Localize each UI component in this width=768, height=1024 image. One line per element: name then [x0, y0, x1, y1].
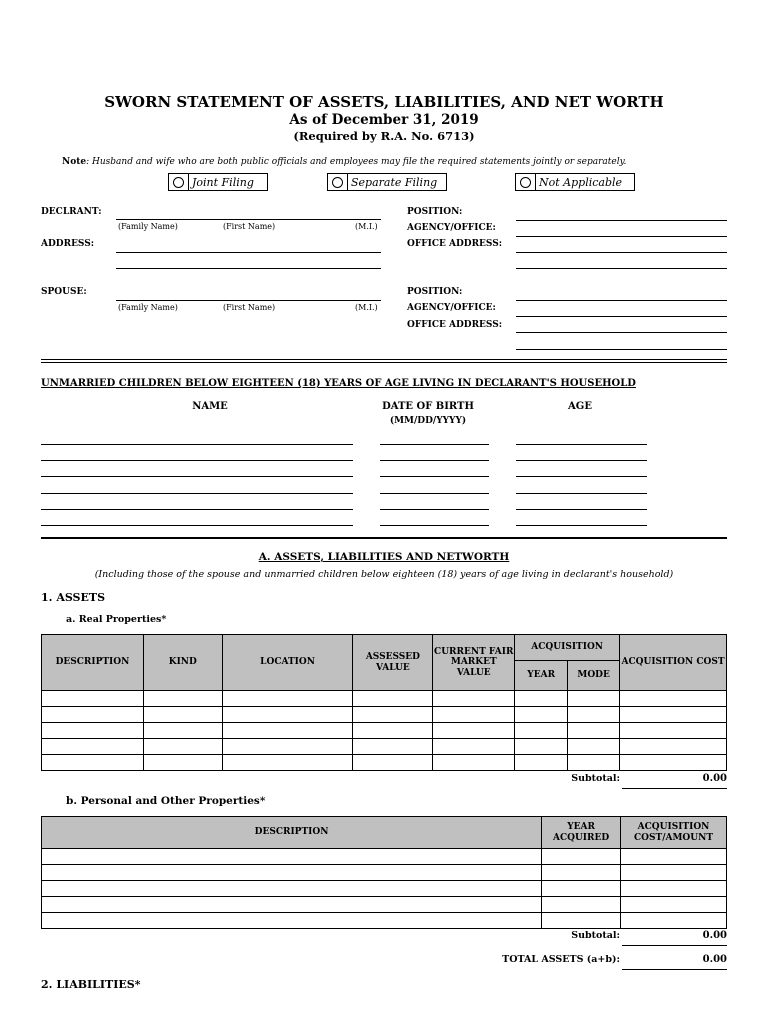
children-dob-header: DATE OF BIRTH	[382, 401, 474, 412]
real-subtotal-value: 0.00	[622, 773, 727, 789]
personal-properties-table	[41, 816, 727, 929]
child-name-field[interactable]	[41, 509, 353, 510]
section-a-subheading: (Including those of the spouse and unmarried children below eighteen (18) years of age living in declarant's household)	[94, 569, 674, 580]
child-dob-field[interactable]	[380, 460, 489, 461]
personal-properties-label: b. Personal and Other Properties*	[66, 795, 266, 807]
declarant-mi-caption: (M.I.)	[355, 222, 378, 231]
table-row	[42, 723, 727, 739]
col-year-acquired: YEAR ACQUIRED	[542, 817, 621, 849]
table-row	[42, 739, 727, 755]
child-age-field[interactable]	[516, 509, 647, 510]
child-age-field[interactable]	[516, 493, 647, 494]
spouse-office-address-field-line-1[interactable]	[516, 332, 727, 333]
spouse-name-field[interactable]	[116, 300, 381, 301]
table-row	[42, 913, 727, 929]
spouse-label: SPOUSE:	[41, 287, 87, 297]
agency-field[interactable]	[516, 236, 727, 237]
not-applicable-label: Not Applicable	[539, 175, 623, 189]
declarant-label: DECLRANT:	[41, 207, 102, 217]
radio-circle-icon	[173, 177, 184, 188]
table-row	[42, 897, 727, 913]
child-dob-field[interactable]	[380, 493, 489, 494]
office-address-field-line-2[interactable]	[516, 268, 727, 269]
section-a-heading: A. ASSETS, LIABILITIES AND NETWORTH	[258, 551, 510, 563]
spouse-position-field[interactable]	[516, 300, 727, 301]
spouse-agency-field[interactable]	[516, 316, 727, 317]
col-description: DESCRIPTION	[42, 817, 542, 849]
children-dob-format: (MM/DD/YYYY)	[389, 416, 467, 426]
child-dob-field[interactable]	[380, 509, 489, 510]
spouse-mi-caption: (M.I.)	[355, 303, 378, 312]
spouse-family-name-caption: (Family Name)	[118, 303, 178, 312]
agency-label: AGENCY/OFFICE:	[407, 223, 496, 233]
radio-circle-icon	[332, 177, 343, 188]
col-acquisition: ACQUISITION	[515, 635, 620, 661]
child-age-field[interactable]	[516, 525, 647, 526]
personal-subtotal-label: Subtotal:	[571, 930, 620, 941]
radio-circle-icon	[520, 177, 531, 188]
spouse-office-address-label: OFFICE ADDRESS:	[407, 320, 503, 330]
spouse-agency-label: AGENCY/OFFICE:	[407, 303, 496, 313]
child-age-field[interactable]	[516, 476, 647, 477]
liabilities-label: 2. LIABILITIES*	[41, 978, 141, 991]
child-dob-field[interactable]	[380, 444, 489, 445]
joint-filing-label: Joint Filing	[192, 175, 254, 189]
total-assets-value: 0.00	[622, 954, 727, 970]
address-label: ADDRESS:	[41, 239, 95, 249]
page-title: SWORN STATEMENT OF ASSETS, LIABILITIES, AND NET WORTH	[104, 93, 664, 111]
child-age-field[interactable]	[516, 460, 647, 461]
spouse-office-address-field-line-2[interactable]	[516, 349, 727, 350]
col-mode: MODE	[568, 661, 620, 691]
position-field[interactable]	[516, 220, 727, 221]
table-row	[42, 881, 727, 897]
real-properties-label: a. Real Properties*	[66, 614, 167, 625]
child-name-field[interactable]	[41, 493, 353, 494]
real-subtotal-label: Subtotal:	[571, 773, 620, 784]
col-fair-market-value: CURRENT FAIR MARKET VALUE	[433, 635, 515, 691]
as-of-date: As of December 31, 2019	[289, 112, 479, 128]
declarant-name-field[interactable]	[116, 219, 381, 220]
joint-filing-checkbox[interactable]	[168, 173, 268, 191]
divider	[41, 537, 727, 539]
col-acquisition-cost-amount: ACQUISITION COST/AMOUNT	[621, 817, 727, 849]
table-row	[42, 755, 727, 771]
col-acquisition-cost: ACQUISITION COST	[620, 635, 727, 691]
child-age-field[interactable]	[516, 444, 647, 445]
position-label: POSITION:	[407, 207, 463, 217]
child-dob-field[interactable]	[380, 525, 489, 526]
children-age-header: AGE	[568, 401, 592, 412]
separate-filing-checkbox[interactable]	[327, 173, 447, 191]
child-name-field[interactable]	[41, 444, 353, 445]
col-assessed-value: ASSESSED VALUE	[353, 635, 433, 691]
assets-label: 1. ASSETS	[41, 591, 106, 604]
child-name-field[interactable]	[41, 460, 353, 461]
col-description: DESCRIPTION	[42, 635, 144, 691]
child-dob-field[interactable]	[380, 476, 489, 477]
children-heading: UNMARRIED CHILDREN BELOW EIGHTEEN (18) YEARS OF AGE LIVING IN DECLARANT'S HOUSEHOLD	[41, 378, 636, 389]
divider	[41, 359, 727, 360]
declarant-family-name-caption: (Family Name)	[118, 222, 178, 231]
total-assets-label: TOTAL ASSETS (a+b):	[502, 954, 620, 965]
spouse-first-name-caption: (First Name)	[223, 303, 276, 312]
personal-subtotal-value: 0.00	[622, 930, 727, 946]
office-address-field-line-1[interactable]	[516, 252, 727, 253]
table-row	[42, 849, 727, 865]
col-kind: KIND	[143, 635, 222, 691]
office-address-label: OFFICE ADDRESS:	[407, 239, 503, 249]
col-location: LOCATION	[222, 635, 353, 691]
address-field-line-2[interactable]	[116, 268, 381, 269]
note-label: Note	[62, 157, 87, 167]
col-year: YEAR	[515, 661, 568, 691]
table-row	[42, 865, 727, 881]
required-by: (Required by R.A. No. 6713)	[293, 129, 475, 143]
table-row	[42, 707, 727, 723]
separate-filing-label: Separate Filing	[351, 175, 438, 189]
note-text: : Husband and wife who are both public officials and employees may file the required statements jointly or separately.	[86, 157, 627, 167]
table-row	[42, 691, 727, 707]
children-name-header: NAME	[192, 401, 228, 412]
divider	[41, 362, 727, 363]
note	[62, 157, 626, 167]
address-field-line-1[interactable]	[116, 252, 381, 253]
real-properties-table	[41, 634, 727, 771]
child-name-field[interactable]	[41, 525, 353, 526]
child-name-field[interactable]	[41, 476, 353, 477]
declarant-first-name-caption: (First Name)	[223, 222, 276, 231]
not-applicable-checkbox[interactable]	[515, 173, 635, 191]
spouse-position-label: POSITION:	[407, 287, 463, 297]
